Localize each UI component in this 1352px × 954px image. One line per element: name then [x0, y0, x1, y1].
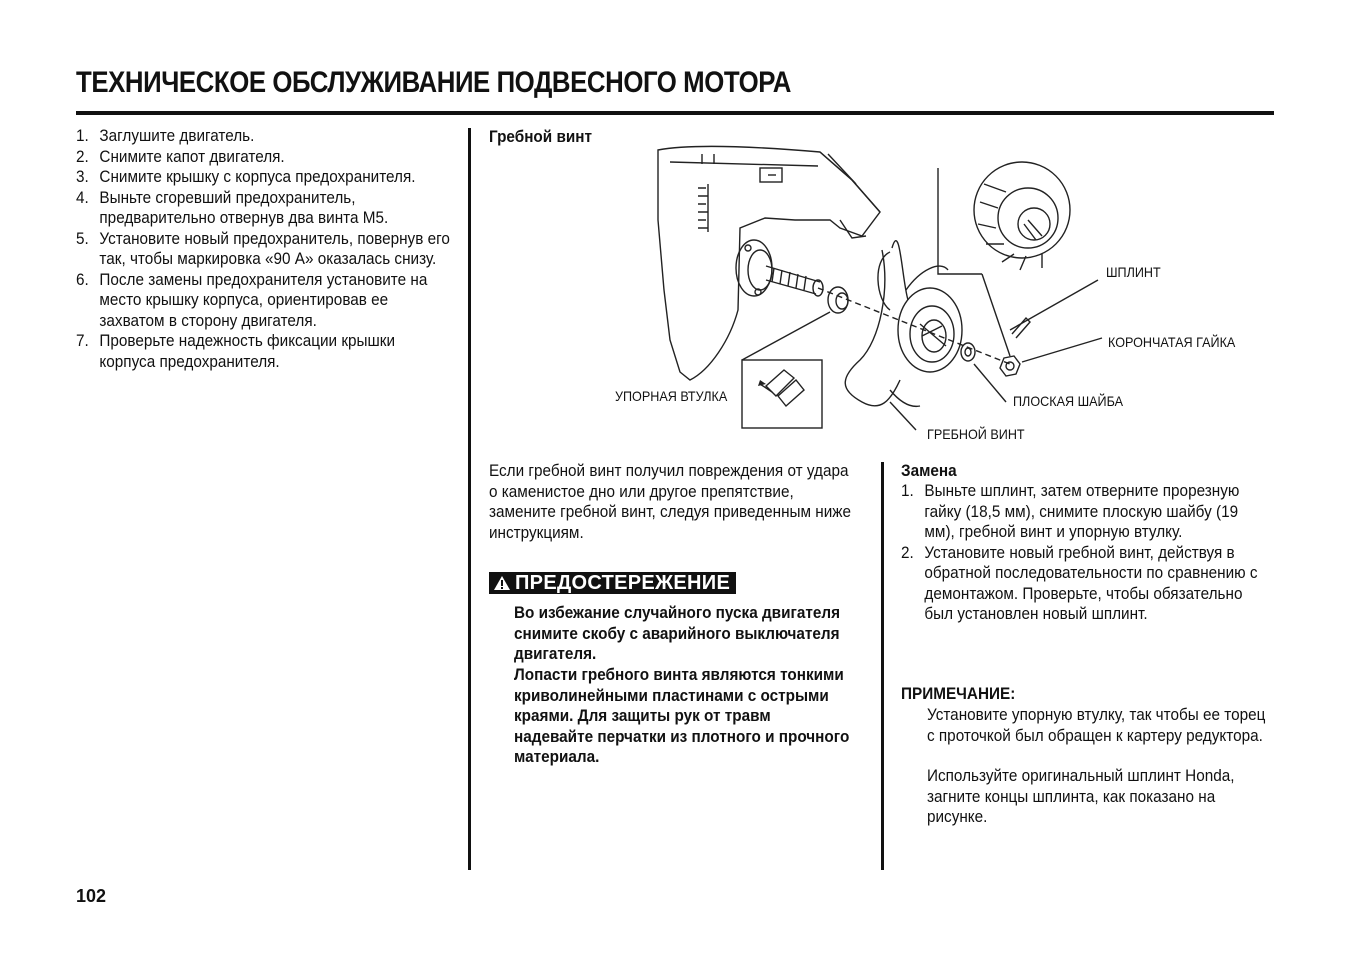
warning-text-1: Во избежание случайного пуска двигателя снимите скобу с аварийного выключателя двигателя. — [514, 603, 841, 663]
list-item: 6. После замены предохранителя установите на место крышку корпуса, ориентировав ее захватом в сторону двигателя. — [76, 269, 428, 330]
propeller-intro: Если гребной винт получил повреждения от удара о каменистое дно или другое препятствие, замените гребной винт, следуя приведенным ниже инструкциям. — [489, 461, 852, 542]
warning-label: ПРЕДОСТЕРЕЖЕНИЕ — [515, 571, 731, 594]
list-item: 1. Заглушите двигатель. — [76, 126, 255, 145]
note-text-1: Установите упорную втулку, так чтобы ее торец с проточкой был обращен к картеру редуктора. — [927, 705, 1266, 745]
column-divider-right — [881, 462, 884, 870]
note-text-2: Используйте оригинальный шплинт Honda, загните концы шплинта, как показано на рисунке. — [927, 766, 1235, 826]
column-divider-left — [468, 128, 471, 870]
list-item: 4. Выньте сгоревший предохранитель, предварительно отвернув два винта M5. — [76, 187, 389, 227]
replacement-heading: Замена — [901, 461, 957, 480]
warning-icon — [493, 575, 511, 591]
note-heading: ПРИМЕЧАНИЕ: — [901, 684, 1016, 703]
list-item: 1. Выньте шплинт, затем отверните прорезную гайку (18,5 мм), снимите плоскую шайбу (19 мм), гребной винт и упорную втулку. — [901, 481, 1240, 541]
list-item: 2. Снимите капот двигателя. — [76, 146, 285, 166]
page-number: 102 — [76, 886, 107, 906]
propeller-heading: Гребной винт — [489, 127, 592, 146]
label-thrust-bushing: УПОРНАЯ ВТУЛКА — [615, 388, 728, 404]
warning-banner — [489, 572, 736, 594]
replacement-steps — [901, 481, 1272, 625]
list-item: 3. Снимите крышку с корпуса предохранителя. — [76, 167, 416, 186]
label-flat-washer: ПЛОСКАЯ ШАЙБА — [1013, 393, 1123, 409]
warning-text-2: Лопасти гребного винта являются тонкими криволинейными пластинами с острыми краями. Для защиты рук от травм надевайте перчатки из плотного и прочного материала. — [514, 665, 850, 766]
label-castle-nut: КОРОНЧАТАЯ ГАЙКА — [1108, 334, 1236, 350]
list-item: 2. Установите новый гребной винт, действуя в обратной последовательности по сравнению с демонтажом. Проверьте, чтобы обязательно был установлен новый шплинт. — [901, 542, 1258, 623]
list-item: 5. Установите новый предохранитель, повернув его так, чтобы маркировка «90 A» оказалась снизу. — [76, 228, 450, 268]
page-title: ТЕХНИЧЕСКОЕ ОБСЛУЖИВАНИЕ ПОДВЕСНОГО МОТОРА — [76, 66, 791, 99]
label-propeller: ГРЕБНОЙ ВИНТ — [927, 426, 1025, 442]
title-rule — [76, 111, 1274, 115]
fuse-steps — [76, 126, 450, 372]
label-cotter-pin: ШПЛИНТ — [1106, 264, 1161, 280]
list-item: 7. Проверьте надежность фиксации крышки корпуса предохранителя. — [76, 331, 396, 371]
